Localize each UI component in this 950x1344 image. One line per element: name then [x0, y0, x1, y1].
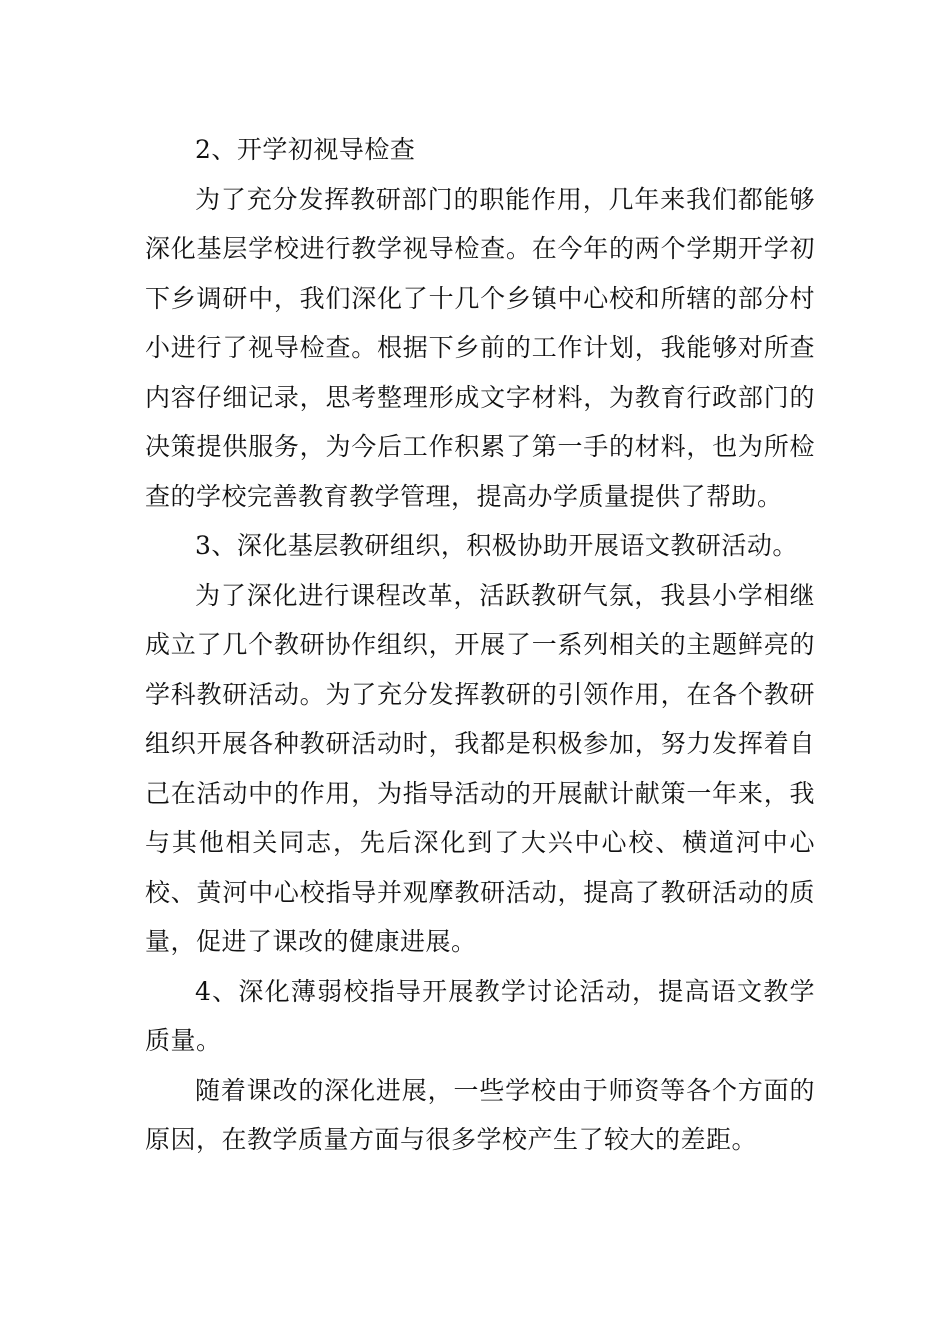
paragraph-weak-schools: 随着课改的深化进展，一些学校由于师资等各个方面的原因，在教学质量方面与很多学校产生了较大的差距。 — [145, 1075, 815, 1154]
paragraph-research-activities: 为了深化进行课程改革，活跃教研气氛，我县小学相继成立了几个教研协作组织，开展了一系列相关的主题鲜亮的学科教研活动。为了充分发挥教研的引领作用，在各个教研组织开展各种教研活动时，我都是积极参加，努力发挥着自己在活动中的作用，为指导活动的开展献计献策一年来，我与其他相关同志，先后深化到了大兴中心校、横道河中心校、黄河中心校指导并观摩教研活动，提高了教研活动的质量，促进了课改的健康进展。 — [145, 580, 815, 956]
section-heading-2: 2、开学初视导检查 — [195, 135, 416, 164]
paragraph-inspection: 为了充分发挥教研部门的职能作用，几年来我们都能够深化基层学校进行教学视导检查。在今年的两个学期开学初下乡调研中，我们深化了十几个乡镇中心校和所辖的部分村小进行了视导检查。根据下乡前的工作计划，我能够对所查内容仔细记录，思考整理形成文字材料，为教育行政部门的决策提供服务，为今后工作积累了第一手的材料，也为所检查的学校完善教育教学管理，提高办学质量提供了帮助。 — [145, 184, 815, 511]
section-heading-3: 3、深化基层教研组织，积极协助开展语文教研活动。 — [195, 531, 798, 560]
document-body — [145, 125, 815, 1165]
section-heading-4: 4、深化薄弱校指导开展教学讨论活动，提高语文教学质量。 — [145, 976, 815, 1055]
